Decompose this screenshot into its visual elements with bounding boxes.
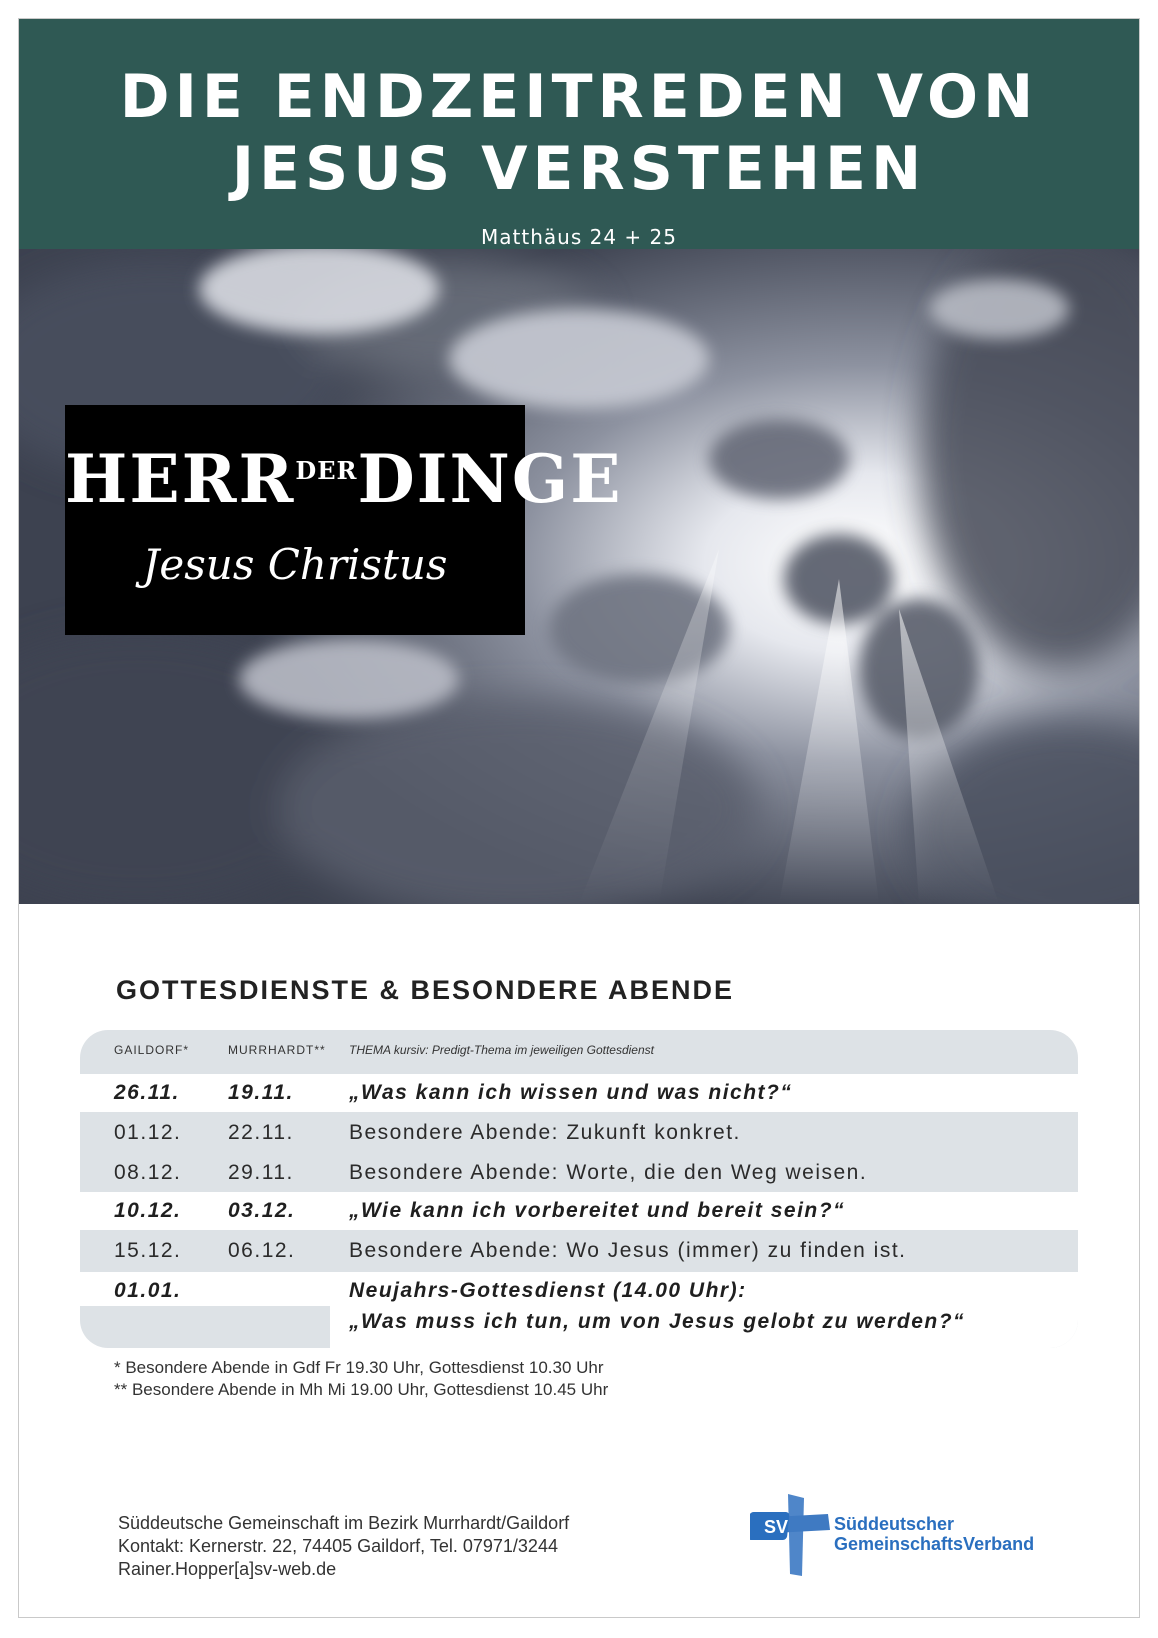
date-murrhardt: 19.11. xyxy=(228,1081,294,1104)
table-row-continuation xyxy=(80,1306,1078,1348)
footnote-gaildorf: * Besondere Abende in Gdf Fr 19.30 Uhr, Gottesdienst 10.30 Uhr xyxy=(114,1358,604,1377)
table-row xyxy=(80,1112,1078,1152)
contact-address: Kontakt: Kernerstr. 22, 74405 Gaildorf, Tel. 07971/3244 xyxy=(118,1536,558,1556)
svg-text:SV: SV xyxy=(764,1517,789,1537)
date-gaildorf: 10.12. xyxy=(114,1199,182,1222)
topic: „Was kann ich wissen und was nicht?“ xyxy=(349,1081,793,1104)
column-header-gaildorf: GAILDORF* xyxy=(114,1043,190,1057)
table-row xyxy=(80,1074,1078,1112)
sv-org-logo xyxy=(750,1490,1060,1580)
table-row xyxy=(80,1192,1078,1230)
topic: Besondere Abende: Wo Jesus (immer) zu finden ist. xyxy=(349,1239,907,1262)
date-gaildorf: 08.12. xyxy=(114,1161,182,1184)
schedule-table xyxy=(80,1030,1078,1348)
table-row xyxy=(80,1230,1078,1272)
header-band xyxy=(19,19,1139,249)
sv-cross-icon xyxy=(750,1490,834,1580)
date-murrhardt: 22.11. xyxy=(228,1121,294,1144)
contact-email: Rainer.Hopper[a]sv-web.de xyxy=(118,1559,337,1579)
table-header-row xyxy=(80,1030,1078,1074)
topic-line-2: „Was muss ich tun, um von Jesus gelobt zu werden?“ xyxy=(349,1310,966,1333)
subtitle: Matthäus 24 + 25 xyxy=(481,225,677,249)
topic: Besondere Abende: Worte, die den Weg weisen. xyxy=(349,1161,868,1184)
column-header-thema: THEMA kursiv: Predigt-Thema im jeweiligen Gottesdienst xyxy=(349,1043,654,1057)
date-gaildorf: 01.12. xyxy=(114,1121,182,1144)
title-line-1: DIE ENDZEITREDEN VON xyxy=(119,62,1039,132)
page-title xyxy=(19,61,1139,205)
footnotes xyxy=(114,1357,608,1401)
sv-org-name: Süddeutscher GemeinschaftsVerband xyxy=(834,1514,1035,1554)
logo-title: $HERR^{DER}DINGE$ xyxy=(65,440,623,518)
logo-subtitle: Jesus Christus xyxy=(142,540,448,589)
date-murrhardt: 29.11. xyxy=(228,1161,294,1184)
contact-block xyxy=(118,1512,569,1581)
footnote-murrhardt: ** Besondere Abende in Mh Mi 19.00 Uhr, Gottesdienst 10.45 Uhr xyxy=(114,1380,609,1399)
date-murrhardt: 06.12. xyxy=(228,1239,296,1262)
topic: Besondere Abende: Zukunft konkret. xyxy=(349,1121,741,1144)
contact-org: Süddeutsche Gemeinschaft im Bezirk Murrhardt/Gaildorf xyxy=(118,1513,570,1533)
topic: „Wie kann ich vorbereitet und bereit sein?“ xyxy=(349,1199,846,1222)
table-row xyxy=(80,1152,1078,1192)
date-gaildorf: 26.11. xyxy=(114,1081,180,1104)
date-gaildorf: 01.01. xyxy=(114,1279,182,1302)
schedule-heading: GOTTESDIENSTE & BESONDERE ABENDE xyxy=(116,975,735,1005)
date-gaildorf: 15.12. xyxy=(114,1239,182,1262)
column-header-murrhardt: MURRHARDT** xyxy=(228,1043,326,1057)
herr-der-dinge-logo xyxy=(65,405,623,635)
topic: Neujahrs-Gottesdienst (14.00 Uhr): xyxy=(349,1279,747,1302)
title-line-2: JESUS VERSTEHEN xyxy=(231,134,927,204)
date-murrhardt: 03.12. xyxy=(228,1199,296,1222)
table-row xyxy=(80,1272,1078,1306)
